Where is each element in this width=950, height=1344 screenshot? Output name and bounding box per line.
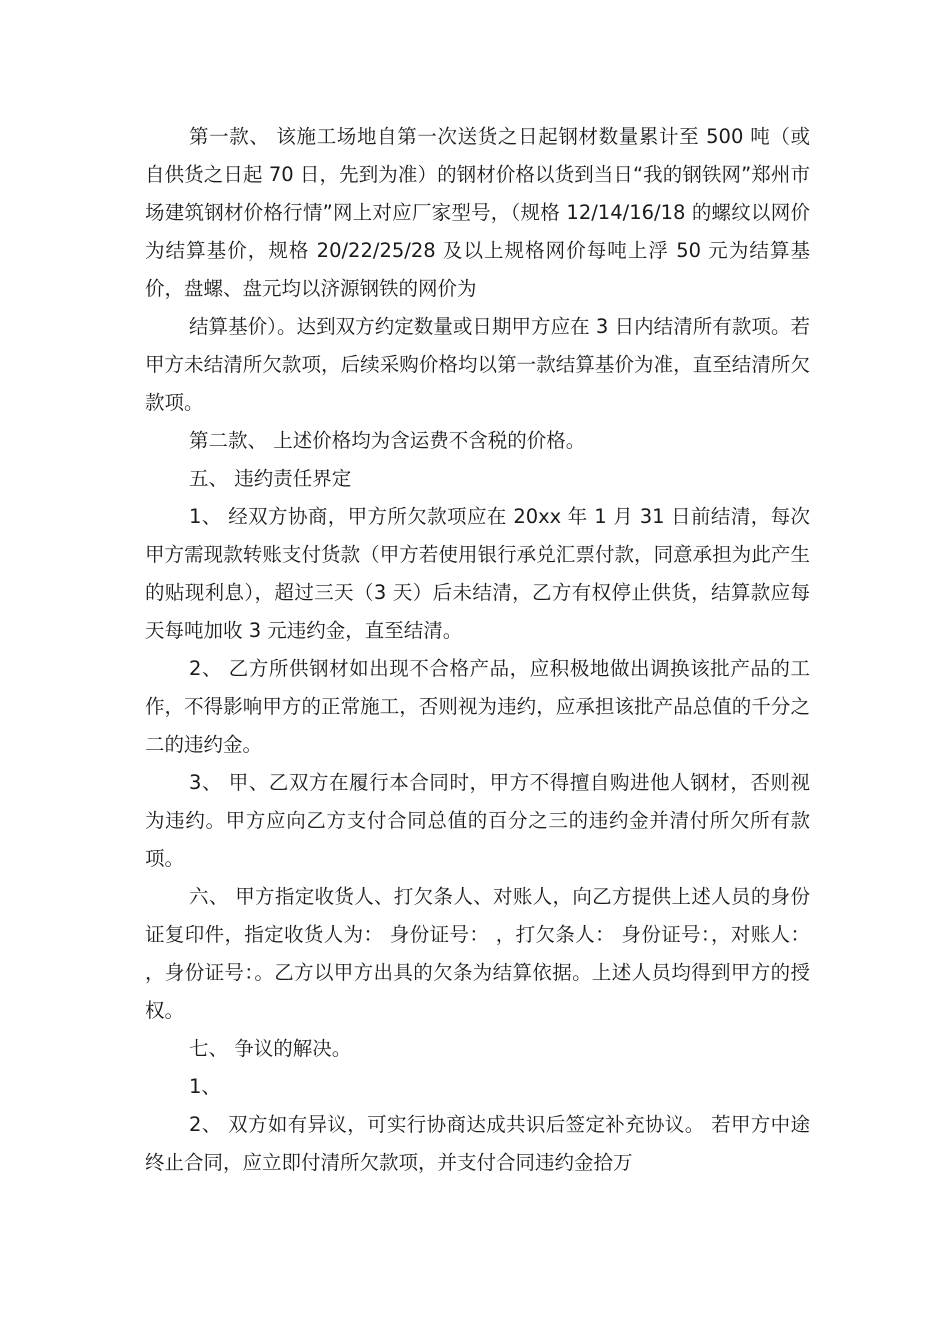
section-7-item-1: 1、 — [189, 1075, 221, 1098]
section-5-item-1: 1、 经双方协商，甲方所欠款项应在 20xx 年 1 月 31 日前结清，每次甲方需现款转账支付货款（甲方若使用银行承兑汇票付款，同意承担为此产生的贴现利息），超过三天（3 天）后未结清，乙方有权停止供货，结算款应每天每吨加收 3 元违约金，直至结清。 — [145, 505, 810, 642]
clause-1-paragraph: 第一款、 该施工场地自第一次送货之日起钢材数量累计至 500 吨（或自供货之日起 70 日，先到为准）的钢材价格以货到当日“我的钢铁网”郑州市场建筑钢材价格行情”网上对应厂家型号，（规格 12/14/16/18 的螺纹以网价为结算基价，规格 20/22/25/28 及以上规格网价每吨上浮 50 元为结算基价，盘螺、盘元均以济源钢铁的网价为 — [145, 125, 810, 300]
document-body — [145, 118, 810, 1182]
section-7-heading: 七、 争议的解决。 — [189, 1037, 352, 1060]
clause-2-paragraph: 第二款、 上述价格均为含运费不含税的价格。 — [189, 429, 586, 452]
section-5-item-2: 2、 乙方所供钢材如出现不合格产品，应积极地做出调换该批产品的工作，不得影响甲方的正常施工，否则视为违约，应承担该批产品总值的千分之二的违约金。 — [145, 657, 810, 756]
section-5-heading: 五、 违约责任界定 — [189, 467, 352, 490]
section-5-item-3: 3、 甲、乙双方在履行本合同时，甲方不得擅自购进他人钢材，否则视为违约。甲方应向乙方支付合同总值的百分之三的违约金并清付所欠所有款项。 — [145, 771, 810, 870]
section-6-paragraph: 六、 甲方指定收货人、打欠条人、对账人，向乙方提供上述人员的身份证复印件，指定收货人为： 身份证号： ，打欠条人： 身份证号：，对账人： ，身份证号：。乙方以甲方出具的欠条为结算依据。上述人员均得到甲方的授权。 — [145, 885, 810, 1022]
clause-1-continuation-paragraph: 结算基价）。达到双方约定数量或日期甲方应在 3 日内结清所有款项。若甲方未结清所欠款项，后续采购价格均以第一款结算基价为准，直至结清所欠款项。 — [145, 315, 810, 414]
section-7-item-2: 2、 双方如有异议，可实行协商达成共识后签定补充协议。 若甲方中途终止合同，应立即付清所欠款项，并支付合同违约金拾万 — [145, 1113, 810, 1174]
